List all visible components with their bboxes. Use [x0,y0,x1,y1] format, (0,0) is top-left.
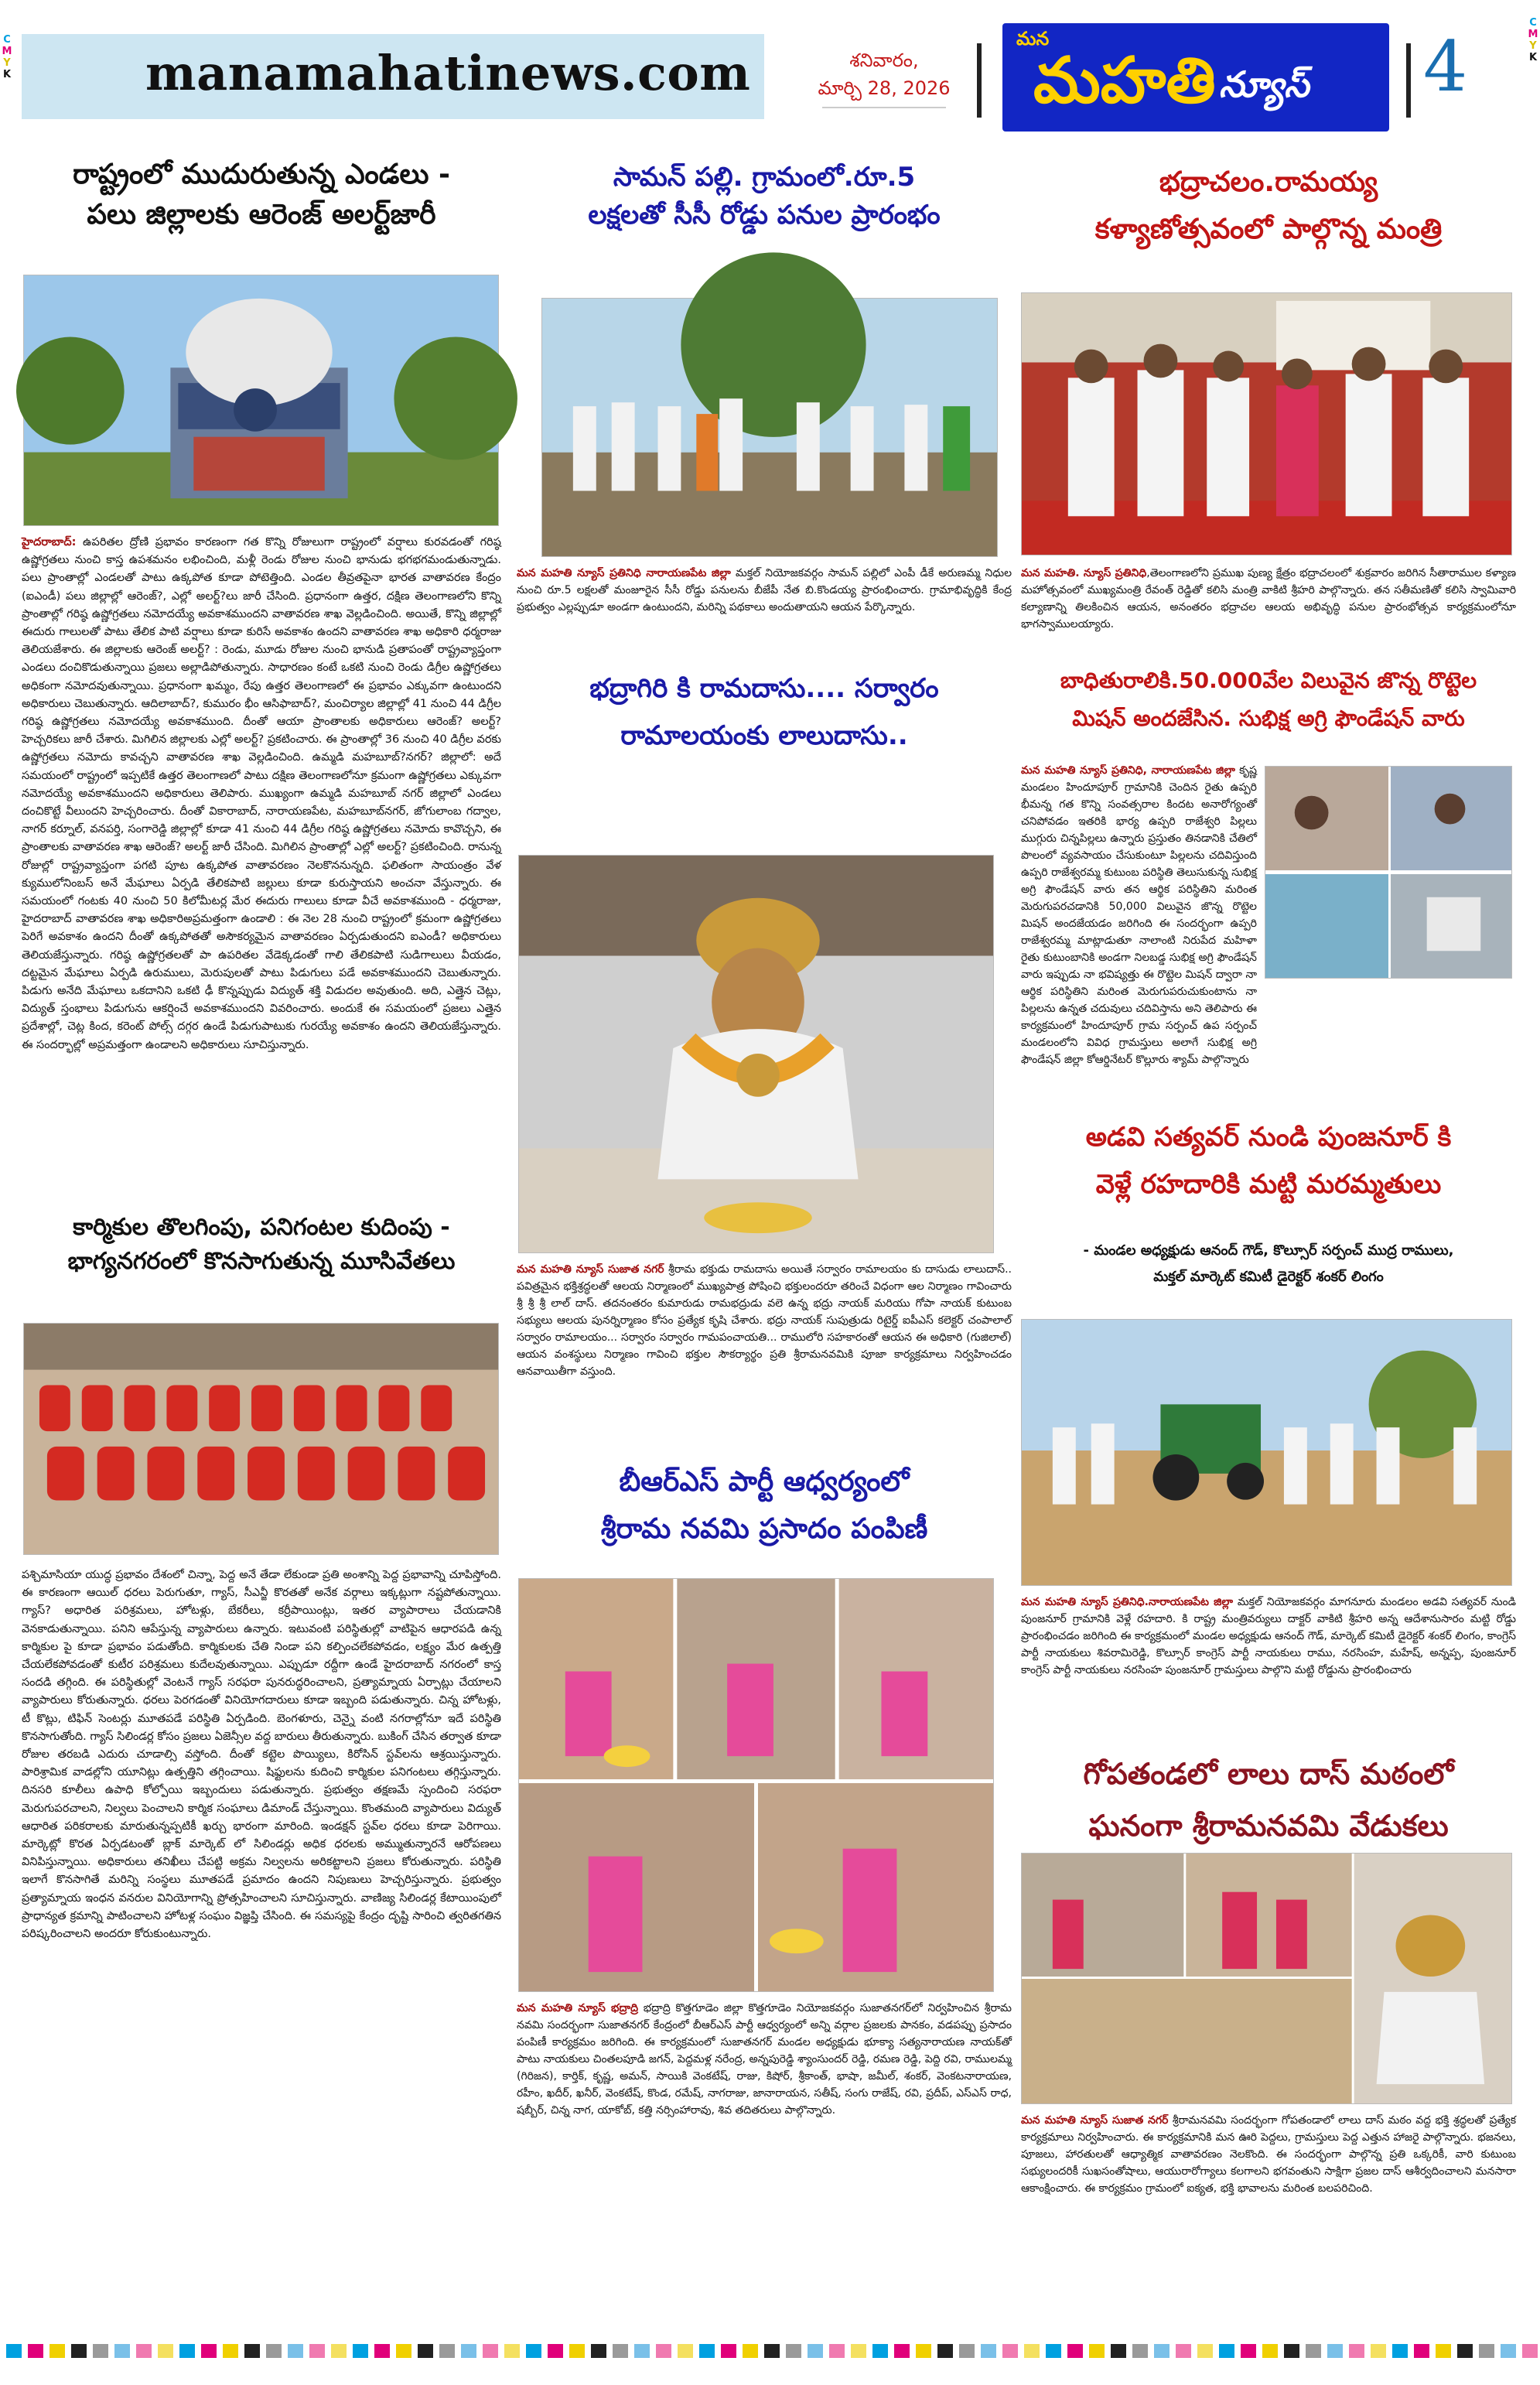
heat-photo [23,275,499,526]
mission-caption-top [1021,762,1257,1066]
cmyk-k: K [1528,52,1538,63]
registration-swatch [699,2344,715,2358]
mission-headline [1021,661,1516,737]
observatory-building-photo [24,275,498,525]
roti-machine-collage [1265,767,1511,978]
adavi-body-text: మక్తల్ నియోజకవర్గం మాగనూరు మండలం అడవి సత్యవర్ నుండి పుంజనూర్ గ్రామానికి వెళ్లే రహదారి. కి రాష్ట్ర మంత్రివర్యులు దాక్టర్ వాకిటి శ్రీహరి అన్న ఆదేశానుసారం మట్టి రోడ్డు ప్రారంభించడం జరిగింది ఈ కార్యక్రమంలో మండల అధ్యక్షుడు ఆనంద్ గౌడ్, మార్కెట్ కమిటీ డైరెక్టర్ శంకర్ లింగం, కాంగ్రెస్ పార్టీ నాయకులు శివరామిరెడ్డి, కొల్సూర్ కాంగ్రెస్ పార్టీ నాయకులు రాము, నరసింహ, మహేష్, అన్నప్ప, పుంజనూర్ కాంగ్రెస్ పార్టీ నాయకులు నరసింహ పుంజనూర్ గ్రామస్తులు పాల్గొని మట్టి రోడ్డును ప్రారంభించారు [1021,1596,1516,1676]
brs-headline-line1: బీఆర్ఎస్ పార్టీ ఆధ్వర్యంలో [619,1466,910,1498]
adavi-headline-line2: వెళ్లే రహదారికి మట్టి మరమ్మతులు [1095,1169,1442,1201]
registration-swatch [136,2344,152,2358]
road-caption [517,565,1012,638]
logo-main-text: మహతి [1033,43,1216,118]
gopathanda-headline-line1: గోపతండలో లాలు దాస్ మఠంలో [1083,1757,1454,1791]
registration-swatch [1197,2344,1213,2358]
divider-left [977,43,982,118]
gopathanda-body-text: శ్రీరామనవమి సందర్భంగా గోపతండాలో లాలు దాస్ మఠం వద్ద భక్తి శ్రద్ధలతో ప్రత్యేక కార్యక్రమాలు నిర్వహించారు. ఈ కార్యక్రమానికి మన ఊరి పెద్దలు, గ్రామస్తులు పెద్ద ఎత్తున హాజరై పాల్గొన్నారు. భజనలు, పూజలు, హారతులతో ఆధ్యాత్మిక వాతావరణం నెలకొంది. ఈ సందర్భంగా పాల్గొన్న ప్రతి ఒక్కరికీ, వారి కుటుంబ సభ్యులందరికీ సుఖసంతోషాలు, ఆయురారోగ్యాలు కలగాలని భగవంతుని సాక్షిగా ప్రజల దాస్ ఆశీర్వదించాలని మనసారా ఆకాంక్షించారు. ఈ కార్యక్రమం గ్రామంలో ఐక్యత, భక్తి భావాలను మరింత బలపరిచింది. [1021,2114,1517,2195]
heat-body-text: ఉపరితల ద్రోణి ప్రభావం కారణంగా గత కొన్ని రోజులుగా రాష్ట్రంలో వర్షాలు కురవడంతో గరిష్ఠ ఉష్ణోగ్రతలు నుంచి కాస్త ఉపశమనం లభించింది, మళ్లీ రెండు రోజుల నుంచి భానుడు భగభగమండుతున్నాడు. పలు ప్రాంతాల్లో ఎండలతో పాటు ఉక్కపోత కూడా పోటెత్తింది. ఎండల తీవ్రతపైనా భారత వాతావరణ కేంద్రం (ఐఎండీ) పలు జిల్లాల్లో ఆరెంజ్?, ఎల్లో అలర్ట్?లు జారీ చేసింది. ప్రధానంగా ఉత్తర, దక్షిణ తెలంగాణలోని కొన్ని ప్రాంతాల్లో గరిష్ఠ ఉష్ణోగ్రతలు నమోదయ్యే అవకాశముందని వాతావరణ శాఖ వెల్లడించింది. అయితే, కొన్ని జిల్లాల్లో ఈదురు గాలులతో పాటు తేలిక పాటి వర్షాలు కూడా కురిసే అవకాశం ఉందని వాతావరణ శాఖ అధికారి ధర్మరాజు తెలియజేశారు. ఈ జిల్లాలకు ఆరెంజ్ అలర్ట్? : రెండు, మూడు రోజుల నుంచి భానుడి ప్రతాపంతో రాష్ట్రవ్యాప్తంగా ఎండలు దంచికొడుతున్నాయి ప్రజలు అల్లాడిపోతున్నారు. సాధారణం కంటే ఒకటి నుంచి రెండు డిగ్రీల ఉష్ణోగ్రతలు అధికంగా నమోదవుతున్నాయి. ప్రధానంగా ఖమ్మం, రేపు ఉత్తర తెలంగాణలో ఈ ప్రభావం ఎక్కువగా ఉంటుందని అధికారులు చెబుతున్నారు. ఆదిలాబాద్?, కుమురం భీం ఆసిఫాబాద్?, మంచిర్యాల జిల్లాల్లో 41 నుంచి 44 డిగ్రీల గరిష్ఠ ఉష్ణోగ్రతలు నమోదయ్యే అవకాశముంది. దీంతో ఆయా ప్రాంతాలకు అధికారులు ఆరెంజ్? అలర్ట్? హెచ్చరికలు జారీ చేశారు. మిగిలిన జిల్లాలకు ఎల్లో అలర్ట్? ప్రకటించారు. ఈ ప్రాంతాల్లో 36 నుంచి 40 డిగ్రీల వరకు ఉష్ణోగ్రతలు నమోదు కావచ్చని వాతావరణ శాఖ వెల్లడించింది. ఉమ్మడి మహబూబ్?నగర్? జిల్లాలో: అదే సమయంలో రాష్ట్రంలో ఇప్పటికే ఉత్తర తెలంగాణలో పాటు దక్షిణ తెలంగాణలోనూ క్రమంగా ఉష్ణోగ్రతలు ఎక్కువగా నమోదయ్యే అవకాశముందని అధికారులు తెలిపారు. ముఖ్యంగా ఉమ్మడి మహబూబ్ నగర్ జిల్లాలో ఎండలు దంచికొట్టే వీలుందని హెచ్చరించారు. దీంతో వికారాబాద్, నారాయణపేట, మహబూబ్‌నగర్, జోగులాంబ గద్వాల, నాగర్ కర్నూల్, వనపర్తి, సంగారెడ్డి జిల్లాల్లో కూడా 41 నుంచి 44 డిగ్రీల గరిష్ఠ ఉష్ణోగ్రతలు నమోదు కావొచ్చని, ఈ ప్రాంతాలకు వాతావరణ శాఖ ఆరెంజ్? అలర్ట్ జారీ చేసింది. మిగిలిన ప్రాంతాల్లో ఎల్లో అలర్ట్? ప్రకటించింది. రానున్న రోజుల్లో రాష్ట్రవ్యాప్తంగా పగటి పూట ఉక్కపోత వాతావరణం నెలకొననున్నది. ఫలితంగా సాయంత్రం వేళ క్యుములోనింబస్ అనే మేఘాలు ఏర్పడి తేలికపాటి జల్లులు కూడా కురుస్తాయని అంచనా వేస్తున్నారు. ఈ సమయంలో గంటకు 40 నుంచి 50 కిలోమీటర్ల మేర ఈదురు గాలులు కూడా వీచే అవకాశముంది - ధర్మరాజు, హైదరాబాద్ వాతావరణ శాఖ అధికారిఅప్రమత్తంగా ఉండాలి : ఈ నెల 28 నుంచి రాష్ట్రంలో క్రమంగా ఉష్ణోగ్రతలు పెరిగే అవకాశం ఉందని దీంతో ఉక్కపోతతో అసౌకర్యమైన వాతావరణం ఏర్పడుతుందని ఐఎండీ? అధికారులు తెలియజేస్తున్నారు. గరిష్ఠ ఉష్ణోగ్రతలతో పా ఉపరితల వేడెక్కడంతో గాలి తేలికపాటి సుడిగాలులు వీయడం, దట్టమైన మేఘాలు ఏర్పడి ఉరుములు, మెరుపులతో పాటు పిడుగులు పడే అవకాశముందని చెబుతున్నారు. పిడుగు అనేది మేఘాలు ఒకదానిని ఒకటి ఢీ కొన్నప్పుడు విద్యుత్ శక్తి విడుదల అవుతుంది. అది, ఎత్తైన చెట్లు, విద్యుత్ స్తంభాలు పిడుగును ఆకర్షించే అవకాశముందని వివరించారు. అందుకే ఈ సమయంలో ప్రజలు ఎత్తైన ప్రదేశాల్లో, చెట్ల కింద, కరెంట్ పోల్స్ దగ్గర ఉండే పిడుగుపాటుకు గురయ్యే అవకాశం ఉందని తెలియజేస్తున్నారు. ఈ సందర్భాల్లో అప్రమత్తంగా ఉండాలని అధికారులు సూచిస్తున్నారు. [22,536,501,1051]
cmyk-k: K [2,69,12,80]
registration-swatch [266,2344,282,2358]
registration-swatch [1219,2344,1234,2358]
ramadasu-headline-line2: రామాలయంకు లాలుదాసు.. [620,720,908,752]
registration-swatch [71,2344,87,2358]
registration-swatch [613,2344,628,2358]
registration-swatch [1349,2344,1364,2358]
ramadasu-statue-photo [519,856,993,1252]
registration-swatch [872,2344,888,2358]
registration-swatch [1306,2344,1321,2358]
adavi-credit-line2: మక్తల్ మార్కెట్ కమిటీ డైరెక్టర్ శంకర్ లింగం [1153,1269,1384,1285]
mission-photo [1265,766,1512,979]
registration-swatch [937,2344,953,2358]
adavi-credit-line1: - మండల అధ్యక్షుడు ఆనంద్ గౌడ్, కొల్సూర్ సర్పంచ్ ముద్ర రాములు, [1083,1242,1454,1259]
registration-swatch [1176,2344,1191,2358]
road-headline [517,159,1012,235]
logo-small-text: మన [1016,28,1050,50]
registration-swatch [504,2344,520,2358]
cmyk-marks-left [2,34,12,80]
registration-swatch [1436,2344,1451,2358]
adavi-dateline: మన మహతి న్యూస్ ప్రతినిధి.నారాయణపేట జిల్లా [1021,1596,1234,1608]
registration-swatch [244,2344,260,2358]
date-divider [822,107,946,108]
ramadasu-body-text: శ్రీరామ భక్తుడు రామదాసు అయితే సర్వారం రామాలయం కు దాసుడు లాలుదాస్.. పవిత్రమైన భక్తిశ్రద్ధలతో ఆలయ నిర్మాణంలో ముఖ్యపాత్ర పోషించి భక్తులందరూ తరించే విధంగా ఆల నిర్మాణం గావించారు శ్రీ శ్రీ శ్రీ లాల్ దాస్. తదనంతరం కుమారుడు రామభద్రుడు వలె ఉన్న భద్రు నాయక్ మరియు గోపా నాయక్ కుటుంబ సభ్యులు ఆలయ పునర్నిర్మాణం కోసం ప్రత్యేక కృషి చేశారు. భద్రు నాయక్ సుపుత్రుడు రిటైర్డ్ ఐపీఎస్ కలెక్టర్ చంపాలాల్ సర్వారం రామాలయం... సర్వారం సర్వారం గామపంచాయతి... రాములోరి సహకారంతో ఆయన ఈ అధికారి (గుజిలాల్) ఆయన వంశస్థులు నిర్మాణం గావించి భక్తుల సౌకర్యార్థం ప్రతి శ్రీరామనవమికి పూజా కార్యక్రమాలు నిర్వహించడం ఆనవాయితీగా వస్తుంది. [517,1263,1012,1378]
registration-swatch [1111,2344,1126,2358]
ramadasu-dateline: మన మహతి న్యూస్ సుజాత నగర్ [517,1263,664,1276]
gas-headline-line1: కార్మికుల తొలగింపు, పనిగంటల కుదింపు - [73,1214,450,1241]
ramadasu-headline [517,665,1012,760]
registration-swatch [309,2344,325,2358]
registration-swatch [1457,2344,1473,2358]
registration-swatch [1371,2344,1386,2358]
heat-headline-line1: రాష్ట్రంలో ముదురుతున్న ఎండలు - [73,159,450,190]
logo-news-text: న్యూస్ [1219,63,1310,105]
registration-swatch [634,2344,650,2358]
heat-headline-line2: పలు జిల్లాలకు ఆరెంజ్ అలర్ట్‌జారీ [87,199,436,231]
registration-swatch [50,2344,65,2358]
prasadam-distribution-collage [519,1579,993,1991]
cmyk-c: C [3,34,11,46]
gopathanda-dateline: మన మహతి న్యూస్ సుజాత నగర్ [1021,2114,1169,2127]
registration-swatch [223,2344,238,2358]
registration-swatch [439,2344,455,2358]
registration-swatch [331,2344,347,2358]
cmyk-marks-right [1528,17,1538,63]
cmyk-c: C [1529,17,1537,29]
adavi-headline-line1: అడవి సత్యవర్ నుండి పుంజనూర్ కి [1085,1122,1452,1153]
registration-swatch [1284,2344,1299,2358]
registration-swatch [1067,2344,1083,2358]
gopathanda-headline-line2: ఘనంగా శ్రీరామనవమి వేడుకలు [1088,1808,1449,1843]
registration-swatch [829,2344,845,2358]
masthead [22,23,1522,139]
cmyk-y: Y [1529,40,1537,52]
registration-swatch [808,2344,823,2358]
minister-temple-photo [1022,293,1511,555]
date-box [799,34,969,119]
registration-swatch [786,2344,801,2358]
brs-photo [518,1578,994,1992]
adavi-headline [1021,1114,1516,1208]
road-dateline: మన మహతి న్యూస్ ప్రతినిధి నారాయణపేట జిల్లా [517,567,731,579]
registration-swatch [288,2344,303,2358]
cmyk-y: Y [3,57,11,69]
heat-headline [22,155,501,235]
registration-swatch [656,2344,671,2358]
heat-dateline: హైదరాబాద్: [22,536,77,548]
registration-swatch [916,2344,931,2358]
registration-swatch [851,2344,866,2358]
issue-day: శనివారం, [849,50,919,71]
mission-body-text: కృష్ణ మండలం హిందూపూర్ గ్రామానికి చెందిన రైతు ఉప్పరి భీమన్న గత కొన్ని సంవత్సరాల కిందట అనారోగ్యంతో చనిపోవడం ఇతరికి భార్య ఉప్పరి రాజేశ్వరి పిల్లలు ముగ్గురు చిన్నపిల్లలు ఉన్నారు ప్రస్తుతం తినడానికి చేతిలో పొలంలో వ్యవసాయం చేసుకుంటూ పిల్లలను చదివిస్తుంది ఉప్పరి రాజేశ్వరమ్మ కుటుంబ పరిస్థితి తెలుసుకున్న సుభిక్ష అగ్రి ఫౌండేషన్ వారు తన ఆర్థిక పరిస్థితిని మరింత మెరుగుపరచడానికి 50,000 విలువైన జొన్న రొట్టెల మిషన్ అందజేయడం జరిగింది ఈ సందర్భంగా ఉప్పరి రాజేశ్వరమ్మ మాట్లాడుతూ నాలాంటి నిరుపేద మహిళా రైతు కుటుంబానికి అండగా నిలబడ్డ సుభిక్ష అగ్రి ఫౌండేషన్ వారు ఇప్పుడు నా భవిష్యత్తు ఈ రొట్టెల మిషన్ ద్వారా నా ఆర్థిక పరిస్థితిని మరింత మెరుగుపరుచుకుంటాను నా పిల్లలను ఉన్నత చదువులు చదివిస్తాను అని తెలిపారు ఈ కార్యక్రమంలో హిందూపూర్ గ్రామ సర్పంచ్ ఉప సర్పంచ్ మండలంలోని వివిధ గ్రామస్తులు అలాగే సుభిక్ష అగ్రి ఫౌండేషన్ జిల్లా కోఆర్డినేటర్ కొల్లూరు శ్యామ్ పాల్గొన్నారు [1021,764,1257,1066]
brs-caption [517,2000,1012,2340]
ramadasu-photo [518,855,994,1253]
registration-swatch [894,2344,910,2358]
registration-swatch [591,2344,606,2358]
gas-photo [23,1323,499,1555]
brs-dateline: మన మహతి న్యూస్ భద్రాద్రి [517,2002,638,2014]
adavi-photo [1021,1319,1512,1586]
gopathanda-caption [1021,2112,1516,2336]
registration-swatch [93,2344,108,2358]
road-inauguration-photo [542,299,997,556]
paper-logo [1002,23,1389,132]
brs-headline-line2: శ్రీరామ నవమి ప్రసాదం పంపిణీ [600,1513,928,1546]
heat-body [22,534,501,1199]
registration-swatch [1024,2344,1040,2358]
registration-swatch [483,2344,498,2358]
registration-swatch [721,2344,736,2358]
registration-swatch [764,2344,780,2358]
gas-headline [22,1211,501,1278]
minister-photo [1021,292,1512,555]
page-number: 4 [1423,26,1468,108]
ramadasu-caption [517,1261,1012,1439]
cmyk-m: M [1528,29,1538,40]
registration-swatch [179,2344,195,2358]
registration-swatch [1089,2344,1105,2358]
adavi-caption [1021,1594,1516,1737]
minister-caption [1021,565,1516,654]
navami-celebration-collage [1022,1854,1511,2103]
gas-body [22,1567,501,2340]
divider-right [1406,43,1411,118]
minister-headline-line2: కళ్యాణోత్సవంలో పాల్గొన్న మంత్రి [1094,214,1443,246]
mission-headline-line2: మిషన్ అందజేసిన. సుభిక్ష అగ్రి ఫౌండేషన్ వారు [1072,706,1465,731]
gas-body-text: పశ్చిమాసియా యుద్ధ ప్రభావం దేశంలో చిన్నా, పెద్ద అనే తేడా లేకుండా ప్రతి అంశాన్ని పెద్ద ప్రభావాన్ని చూపిస్తోంది. ఈ కారణంగా ఆయిల్ ధరలు పెరుగుతూ, గ్యాస్, సీఎన్జీ కొరతతో అనేక వర్గాలు ఇక్కట్లుగా నష్టపోతున్నాయి. గ్యాస్? అధారిత పరిశ్రమలు, హోటళ్లు, బేకరీలు, కర్రీపాయింట్లు, ఇతర వ్యాపారాలు చేయడానికి వెనకాడుతున్నాయి. పనిని ఆపేస్తున్న వ్యాపారులు ఉన్నారు. ఇటువంటి పరిస్థితుల్లో వాటిపైన ఆధారపడి ఉన్న కార్మికుల పై కూడా ప్రభావం పడుతోంది. కార్మికులకు చేతి నిండా పని కల్పించలేకపోవడం, లక్ష్యం మేర ఉత్పత్తి చేయలేకపోవడంతో కుటీర పరిశ్రమలు కుదేలవుతున్నాయి. ఎప్పుడూ రద్దీగా ఉండే హైదరాబాద్ నగరంలో కాస్త సందడి తగ్గింది. ఈ పరిస్థితుల్లో వెంటనే గ్యాస్ సరఫరా పునరుద్ధరించాలని, ప్రత్యామ్నాయ ఏర్పాట్లు చేయాలని వ్యాపారులు కోరుతున్నారు. ధరలు పెరగడంతో వినియోగదారులు కూడా ఇబ్బంది పడుతున్నారు. చిన్న హోటళ్లు, టీ కొట్లు, టిఫిన్ సెంటర్లు మూతపడే పరిస్థితి ఏర్పడింది. బెంగళూరు, చెన్నై వంటి నగరాల్లోనూ ఇదే పరిస్థితి కొనసాగుతోంది. గ్యాస్ సిలిండర్ల కోసం ప్రజలు ఏజెన్సీల వద్ద బారులు తీరుతున్నారు. బుకింగ్ చేసిన తర్వాత కూడా రోజుల తరబడి ఎదురు చూడాల్సి వస్తోంది. దీంతో కట్టెల పొయ్యిలు, కిరోసిన్ స్టవ్‌లను ఆశ్రయిస్తున్నారు. పారిశ్రామిక వాడల్లోని యూనిట్లు ఉత్పత్తిని తగ్గించాయి. షిఫ్టులను కుదించి కార్మికుల పనిగంటలు తగ్గిస్తున్నారు. దినసరి కూలీలు ఉపాధి కోల్పోయి ఇబ్బందులు పడుతున్నారు. ప్రభుత్వం తక్షణమే స్పందించి సరఫరా మెరుగుపరచాలని, నిల్వలు పెంచాలని కార్మిక సంఘాలు డిమాండ్ చేస్తున్నాయి. కొంతమంది వ్యాపారులు విద్యుత్ ఆధారిత పరికరాలకు మారుతున్నప్పటికీ ఖర్చు భారంగా మారింది. ఇండక్షన్ స్టవ్‌ల ధరలు కూడా పెరిగాయి. మార్కెట్లో కొరత ఏర్పడటంతో బ్లాక్ మార్కెట్ లో సిలిండర్లు అధిక ధరలకు అమ్ముతున్నారనే ఆరోపణలు వినిపిస్తున్నాయి. అధికారులు తనిఖీలు చేపట్టి అక్రమ నిల్వలను అరికట్టాలని ప్రజలు కోరుతున్నారు. పరిస్థితి ఇలాగే కొనసాగితే మరిన్ని సంస్థలు మూతపడే ప్రమాదం ఉందని నిపుణులు హెచ్చరిస్తున్నారు. ప్రభుత్వం ప్రత్యామ్నాయ ఇంధన వనరుల వినియోగాన్ని ప్రోత్సహించాలని సూచిస్తున్నారు. వాణిజ్య సిలిండర్ల కేటాయింపులో ప్రాధాన్యత క్రమాన్ని పాటించాలని హోటళ్ల సంఘం విజ్ఞప్తి చేసింది. ఈ సమస్యపై కేంద్రం దృష్టి సారించి త్వరితగతిన పరిష్కరించాలని అందరూ కోరుకుంటున్నారు. [22,1569,501,1941]
mission-dateline: మన మహతి న్యూస్ ప్రతినిధి, నారాయణపేట జిల్లా [1021,764,1235,777]
registration-swatch [678,2344,693,2358]
color-registration-bar [0,2344,1540,2361]
registration-swatch [396,2344,411,2358]
registration-swatch [28,2344,43,2358]
registration-swatch [569,2344,585,2358]
registration-swatch [201,2344,217,2358]
cmyk-m: M [2,46,12,57]
road-headline-line1: సామన్ పల్లి. గ్రామంలో.రూ.5 [613,162,916,193]
registration-swatch [1002,2344,1018,2358]
registration-swatch [1414,2344,1429,2358]
ramadasu-headline-line1: భద్రాగిరి కి రామదాసు.... సర్వారం [589,673,939,704]
mission-headline-line1: బాధితురాలికి.50.000వేల విలువైన జొన్న రొట్టెల [1060,668,1477,693]
gas-headline-line2: భాగ్యనగరంలో కొనసాగుతున్న మూసివేతలు [67,1247,456,1275]
registration-swatch [1262,2344,1278,2358]
adavi-credits [1021,1238,1516,1290]
registration-swatch [743,2344,758,2358]
brs-body-text: భద్రాద్రి కొత్తగూడెం జిల్లా కొత్తగూడెం నియోజకవర్గం సుజాతనగర్‌లో నిర్వహించిన శ్రీరామ నవమి సందర్భంగా సుజాతనగర్ కేంద్రంలో బీఆర్ఎస్ పార్టీ ఆధ్వర్యంలో అన్ని వర్గాల ప్రజలకు పానకం, వడపప్పు ప్రసాదం పంపిణీ కార్యక్రమం జరిగింది. ఈ కార్యక్రమంలో సుజాతనగర్ మండల అధ్యక్షుడు భూక్యా సత్యనారాయణ నాయక్‌తో పాటు నాయకులు చింతలపూడి జగన్, పెద్దమళ్ల నరేంద్ర, అన్నపురెడ్డి శ్యాంసుందర్ రెడ్డి, రమణ రెడ్డి, పెద్ది రవి, రాములమ్మ (గిరిజన), కార్తిక్, కృష్ణ, అమన్, సాయికి వెంకటేష్, రాజు, కిషోర్, శ్రీకాంత్, భాషా, జమీల్, శంకర్, వెంకటనారాయణ, రహీం, ఖదీర్, ఖనీర్, వెంకటేష్, కొండ, రమేష్, నాగరాజు, జానారాయన, సతీష్, సంగు రాజేష్, రవి, ప్రదీప్, ఎస్ఎస్ రాధ, షబ్బీర్, చిన్న నాగ, యాకోబ్, కత్తి నర్సింహారావు, శివ తదితరులు పాల్గొన్నారు. [517,2002,1012,2117]
gopathanda-headline [1021,1748,1516,1851]
registration-swatch [1327,2344,1343,2358]
site-url[interactable]: manamahatinews.com [145,45,751,101]
registration-swatch [158,2344,173,2358]
registration-swatch [1132,2344,1148,2358]
road-photo [541,298,998,557]
registration-swatch [1522,2344,1538,2358]
issue-date: మార్చి 28, 2026 [818,77,951,99]
gas-cylinders-photo [24,1324,498,1554]
gopathanda-photo [1021,1853,1512,2104]
brs-headline [517,1458,1012,1553]
registration-swatch [6,2344,22,2358]
registration-swatch [1154,2344,1170,2358]
registration-swatch [114,2344,130,2358]
road-repair-tractor-photo [1022,1320,1511,1585]
minister-dateline: మన మహతి. న్యూస్ ప్రతినిధి [1021,567,1147,579]
minister-headline [1021,159,1516,253]
registration-swatch [353,2344,368,2358]
registration-swatch [1501,2344,1516,2358]
registration-swatch [418,2344,433,2358]
minister-headline-line1: భద్రాచలం.రామయ్య [1159,166,1378,198]
registration-swatch [461,2344,476,2358]
registration-swatch [1046,2344,1061,2358]
minister-body-text: ,తెలంగాణలోని ప్రముఖ పుణ్య క్షేత్రం భద్రాచలంలో శుక్రవారం జరిగిన సీతారాముల కళ్యాణ మహోత్సవంలో ముఖ్యమంత్రి రేవంత్ రెడ్డితో కలిసి మంత్రి వాకిటి శ్రీహరి పాల్గొన్నారు. తన సతీమణితో కలిసి స్వామివారి కల్యాణాన్ని తిలకించిన ఆయన, అనంతరం భద్రాచల ఆలయ అభివృద్ధి పనుల ప్రారంభోత్సవ కార్యక్రమంలోనూ భాగస్వాములయ్యారు. [1021,567,1517,630]
registration-swatch [374,2344,390,2358]
registration-swatch [981,2344,996,2358]
registration-swatch [526,2344,541,2358]
registration-swatch [548,2344,563,2358]
registration-swatch [1241,2344,1256,2358]
road-body-text: మక్తల్ నియోజకవర్గం సామన్ పల్లిలో ఎంపీ డీకే అరుణమ్మ నిధుల నుంచి రూ.5 లక్షలతో మంజూరైన సీసీ రోడ్డు పనులను బీజేపీ నేత బి.కొండయ్య ప్రారంభించారు. గ్రామాభివృద్ధికి కేంద్ర ప్రభుత్వం ఎల్లప్పుడూ అండగా ఉంటుందని, మరిన్ని పథకాలు అందుతాయని ఆయన పేర్కొన్నారు. [517,567,1012,613]
registration-swatch [1392,2344,1408,2358]
registration-swatch [959,2344,975,2358]
registration-swatch [1479,2344,1494,2358]
road-headline-line2: లక్షలతో సీసీ రోడ్డు పనుల ప్రారంభం [588,200,941,231]
